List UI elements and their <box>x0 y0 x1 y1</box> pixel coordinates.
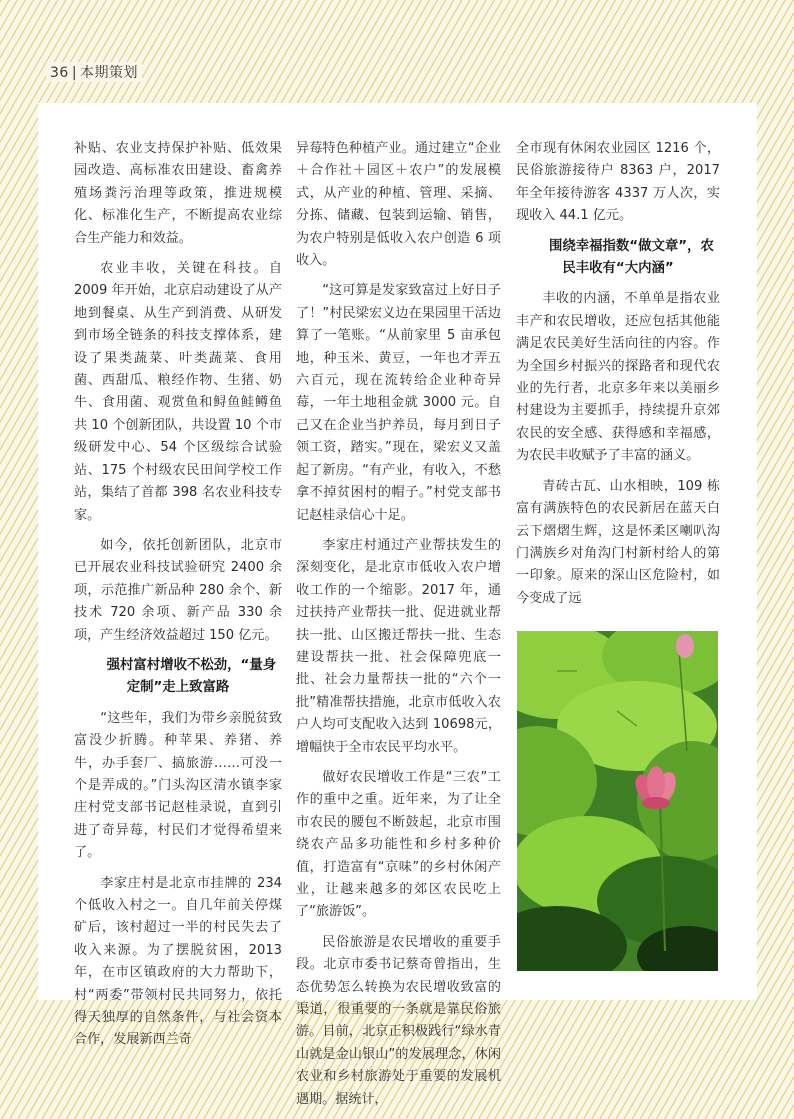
paragraph: 民俗旅游是农民增收的重要手段。北京市委书记蔡奇曾指出，生态优势怎么转换为农民增收致富的渠道，很重要的一条就是靠民俗旅游。目前，北京正积极践行“绿水青山就是金山银山”的发展理念，休闲农业和乡村旅游处于重要的发展机遇期。据统计， <box>296 934 501 1107</box>
lotus-photo <box>517 631 718 971</box>
paragraph: 李家庄村是北京市挂牌的 234 个低收入村之一。自几年前关停煤矿后，该村超过一半的村民失去了收入来源。为了摆脱贫困，2013 年，在市区镇政府的大力帮助下，村“两委”带领村民共同努力，依托得天独厚的自然条件，与社会资本合作，发展新西兰奇 <box>74 875 282 1048</box>
paragraph: 做好农民增收工作是“三农”工作的重中之重。近年来，为了让全市农民的腰包不断鼓起，北京市围绕农产品多功能性和乡村多种价值，打造富有“京味”的乡村休闲产业，让越来越多的郊区农民吃上了“旅游饭”。 <box>296 769 501 920</box>
lotus-bud <box>676 634 694 658</box>
text-column-3 <box>516 138 720 618</box>
paragraph: 补贴、农业支持保护补贴、低效果园改造、高标准农田建设、畜禽养殖场粪污治理等政策，推进规模化、标准化生产，不断提高农业综合生产能力和效益。 <box>74 141 282 246</box>
paragraph: 农业丰收，关键在科技。自 2009 年开始，北京启动建设了从产地到餐桌、从生产到消费、从研发到市场全链条的科技支撑体系，建设了果类蔬菜、叶类蔬菜、食用菌、西甜瓜、粮经作物、生猪、奶牛、食用菌、观赏鱼和鲟鱼鲑鳟鱼共 10 个创新团队，共设置 10 个市级研发中心、54 个区级综合试验站、175 个村级农民田间学校工作站，集结了首都 398 名农业科技专家。 <box>74 261 282 523</box>
page-number: 36 <box>50 65 69 81</box>
page-header <box>46 62 142 82</box>
paragraph: 丰收的内涵，不单单是指农业丰产和农民增收，还应包括其他能满足农民美好生活向往的内容。作为全国乡村振兴的探路者和现代农业的先行者，北京多年来以美丽乡村建设为主要抓手，持续提升京郊农民的安全感、获得感和幸福感，为农民丰收赋予了丰富的涵义。 <box>516 291 720 464</box>
text-column-1 <box>74 138 282 1060</box>
paragraph: 全市现有休闲农业园区 1216 个，民俗旅游接待户 8363 户，2017 年全年接待游客 4337 万人次，实现收入 44.1 亿元。 <box>516 141 720 224</box>
lotus-illustration <box>517 631 718 971</box>
paragraph: 青砖古瓦、山水相映，109 栋富有满族特色的农民新居在蓝天白云下熠熠生辉，这是怀柔区喇叭沟门满族乡对角沟门村新村给人的第一印象。原来的深山区危险村，如今变成了远 <box>516 478 720 606</box>
header-separator: | <box>71 65 78 81</box>
paragraph: 如今，依托创新团队，北京市已开展农业科技试验研究 2400 余项，示范推广新品种 280 余个、新技术 720 余项、新产品 330 余项，产生经济效益超过 150 亿元。 <box>74 537 282 643</box>
section-subheading: 围绕幸福指数“做文章”，农民丰收有“大内涵” <box>548 238 714 277</box>
paragraph: “这可算是发家致富过上好日子了！”村民梁宏义边在果园里干活边算了一笔账。“从前家里 5 亩承包地，种玉米、黄豆，一年也才弄五六百元，现在流转给企业种奇异莓，一年土地租金就 3000 元。自己又在企业当护养员，每月到日子领工资，踏实。”现在，梁宏义又盖起了新房。“有产业，有收入，不愁拿不掉贫困村的帽子。”村党支部书记赵桂录信心十足。 <box>296 283 501 523</box>
paragraph: “这些年，我们为带乡亲脱贫致富没少折腾。种苹果、养猪、养牛，办手套厂、搞旅游……可没一个是弄成的。”门头沟区清水镇李家庄村党支部书记赵桂录说，直到引进了奇异莓，村民们才觉得希望来了。 <box>74 710 282 861</box>
paragraph: 异莓特色种植产业。通过建立“企业＋合作社＋园区＋农户”的发展模式，从产业的种植、管理、采摘、分拣、储藏、包装到运输、销售，为农户特别是低收入农户创造 6 项收入。 <box>296 141 501 269</box>
paragraph: 李家庄村通过产业帮扶发生的深刻变化，是北京市低收入农户增收工作的一个缩影。2017 年，通过扶持产业帮扶一批、促进就业帮扶一批、山区搬迁帮扶一批、生态建设帮扶一批、社会保障兜底一批、社会力量帮扶一批的“六个一批”精准帮扶措施，北京市低收入农户人均可支配收入达到 10698元，增幅快于全市农民平均水平。 <box>296 537 501 755</box>
section-title: 本期策划 <box>80 65 139 81</box>
text-column-2 <box>296 138 501 1119</box>
section-subheading: 强村富村增收不松劲，“量身定制”走上致富路 <box>106 657 277 696</box>
